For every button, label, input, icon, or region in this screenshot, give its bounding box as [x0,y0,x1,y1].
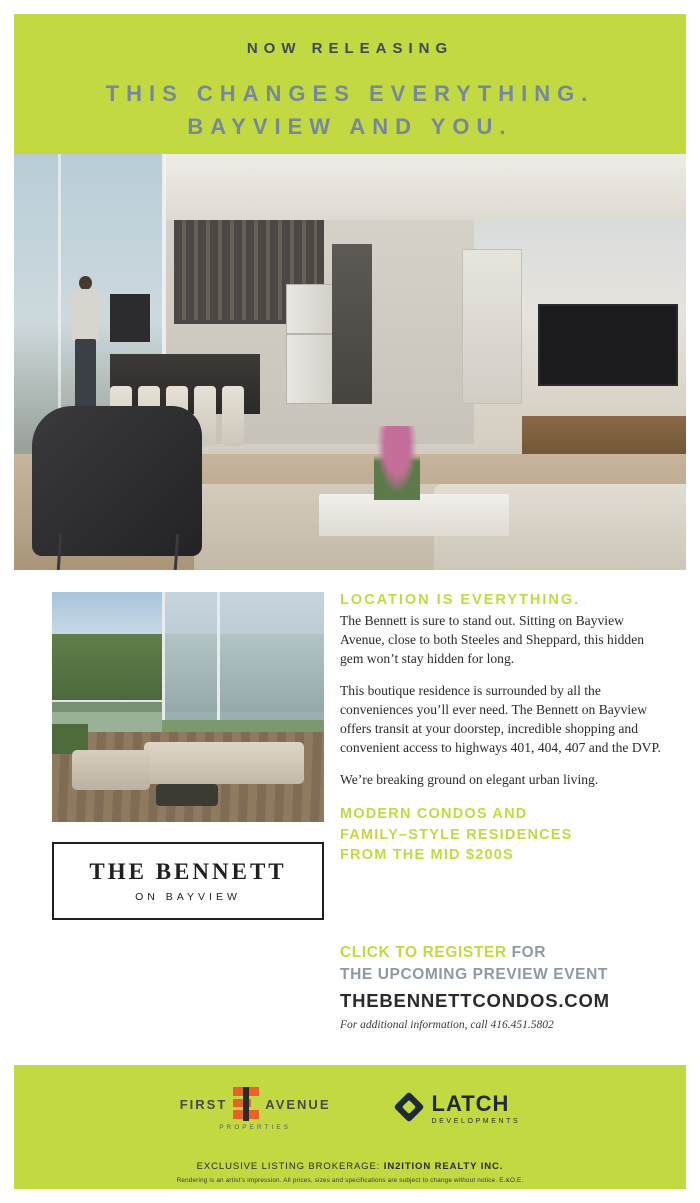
copy-heading: LOCATION IS EVERYTHING. [340,592,581,608]
hero-figure [68,276,102,416]
latch-word: LATCH [431,1091,510,1116]
hero-figure-torso [72,289,99,341]
first-avenue-logo-row [180,1087,331,1121]
terrace-sofa [144,742,304,784]
project-logo-name: THE BENNETT [89,859,287,884]
cta-headline[interactable] [340,942,680,964]
website-url[interactable]: THEBENNETTCONDOS.COM [340,989,610,1011]
terrace-image [52,592,324,822]
hero-television [538,304,678,386]
headline-line-2: BAYVIEW AND YOU. [187,114,513,139]
kicker-text: NOW RELEASING [246,40,454,57]
terrace-lounge-chair [72,750,150,790]
hero-wall-art [110,294,150,342]
copy-block [340,592,670,866]
first-avenue-prefix: FIRST [179,1096,228,1112]
latch-diamond-icon [395,1092,425,1126]
copy-paragraph-3: We’re breaking ground on elegant urban living. [340,772,599,788]
first-avenue-logo [180,1087,331,1131]
disclaimer-text: Rendering is an artist’s impression. All prices, sizes and specifications are subject to change without notice. E.&O.E. [176,1177,524,1184]
footer-logos [14,1087,686,1131]
content-section [14,570,686,1065]
first-avenue-sub: PROPERTIES [219,1124,291,1131]
terrace-glass-wall [162,592,324,720]
promo-line-1: MODERN CONDOS AND [340,806,528,822]
promo-line-3: FROM THE MID $200S [340,847,514,864]
hero-figure-legs [75,339,96,416]
hero-flower-vase [374,426,420,500]
headline-line-1: THIS CHANGES EVERYTHING. [105,81,595,106]
brokerage-prefix: EXCLUSIVE LISTING BROKERAGE: [196,1161,384,1172]
project-logo-tagline: ON BAYVIEW [135,891,241,903]
terrace-coffee-table [156,784,218,806]
first-avenue-word: AVENUE [265,1096,331,1112]
register-link[interactable]: CLICK TO REGISTER [340,944,507,961]
brokerage-line [14,1161,686,1172]
promo-line-2: FAMILY–STYLE RESIDENCES [340,826,573,843]
first-avenue-mark-icon [233,1087,259,1121]
hero-door [462,249,522,404]
hero-stool [222,386,244,446]
latch-text [432,1093,521,1125]
hero-interior-image [14,154,686,570]
top-banner [14,14,686,154]
cta-headline-suffix: FOR [506,944,547,961]
footer-bar [14,1065,686,1189]
hero-coffee-table [319,494,509,536]
promo-block [340,804,670,866]
phone-note: For additional information, call 416.451.5802 [340,1018,554,1031]
cta-subtitle: THE UPCOMING PREVIEW EVENT [340,966,608,984]
hero-figure-head [79,276,92,290]
copy-paragraph-2: This boutique residence is surrounded by all the conveniences you’ll ever need. The Bennett on Bayview offers transit at your doorstep, incredible shopping and convenient access to highways 401, 404, 407 and the DVP. [340,683,661,755]
latch-sub: DEVELOPMENTS [431,1118,521,1125]
brokerage-name: IN2ITION REALTY INC. [383,1161,504,1172]
cta-block[interactable] [340,942,680,1031]
headline [106,77,595,143]
hero-chair-legs [57,534,180,570]
latch-logo [395,1092,521,1126]
hero-cabinet [332,244,372,404]
project-logo [52,842,324,920]
copy-paragraph-1: The Bennett is sure to stand out. Sitting on Bayview Avenue, close to both Steeles and Sheppard, this hidden gem won’t stay hidden for long. [340,613,645,666]
